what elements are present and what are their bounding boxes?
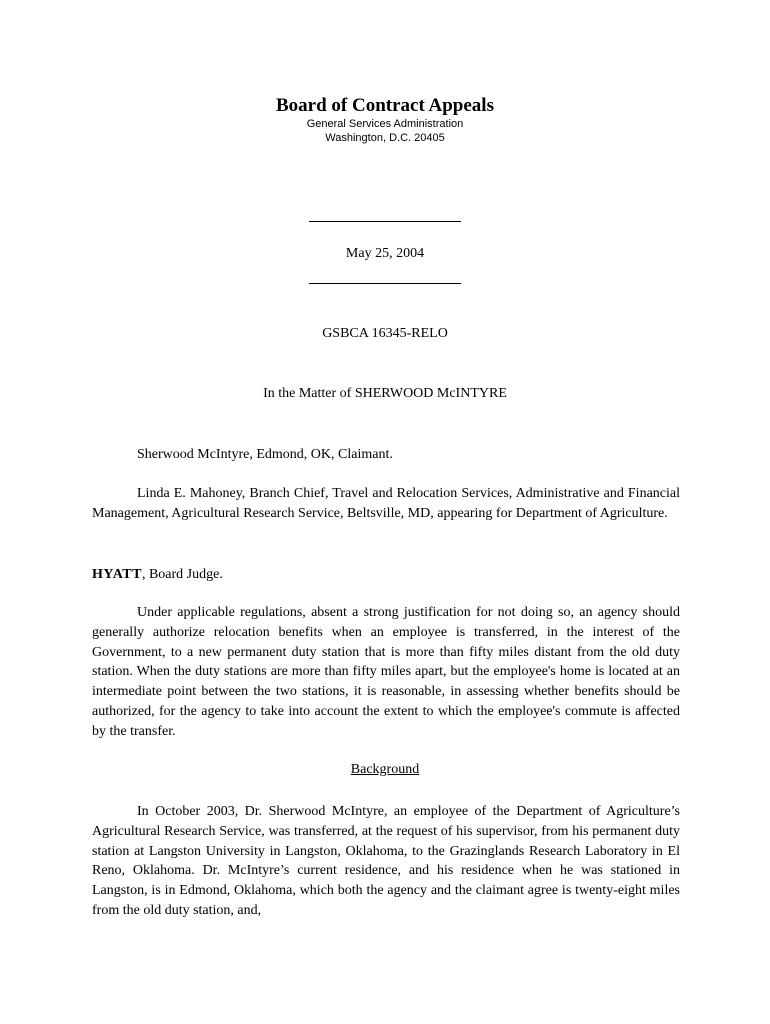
judge-line: [92, 565, 680, 585]
background-paragraph: In October 2003, Dr. Sherwood McIntyre, an employee of the Department of Agriculture’s Agricultural Research Service, was transferred, at the request of his supervisor, from his permanent duty station at Langston University in Langston, Oklahoma, to the Grazinglands Research Laboratory in El Reno, Oklahoma. Dr. McIntyre’s current residence, and his residence when he was stationed in Langston, is in Edmond, Oklahoma, which both the agency and the claimant agree is twenty-eight miles from the old duty station, and,: [92, 804, 680, 918]
agency-address: Washington, D.C. 20405: [325, 132, 445, 144]
judge-name: HYATT: [92, 567, 142, 582]
agency-name: General Services Administration: [306, 118, 464, 130]
background-heading: Background: [350, 762, 420, 777]
appearance-paragraph: Linda E. Mahoney, Branch Chief, Travel and Relocation Services, Administrative and Financial Management, Agricultural Research Service, Beltsville, MD, appearing for Department of Agriculture.: [92, 486, 680, 521]
separator-rule-top: [309, 221, 461, 222]
case-number: GSBCA 16345-RELO: [322, 326, 448, 341]
separator-rule-bottom: [309, 283, 461, 284]
opening-paragraph: Under applicable regulations, absent a strong justification for not doing so, an agency should generally authorize relocation benefits when an employee is transferred, in the interest of the Government, to a new permanent duty station that is more than fifty miles distant from the old duty station. When the duty stations are more than fifty miles apart, but the employee's home is located at an intermediate point between the two stations, it is reasonable, in assessing whether benefits should be authorized, for the agency to take into account the extent to which the employee's commute is affected by the transfer.: [92, 605, 680, 739]
decision-date: May 25, 2004: [345, 246, 425, 261]
matter-title: In the Matter of SHERWOOD McINTYRE: [263, 386, 507, 401]
claimant-line: Sherwood McIntyre, Edmond, OK, Claimant.: [137, 447, 393, 462]
board-title: Board of Contract Appeals: [276, 95, 494, 116]
judge-title: , Board Judge.: [141, 567, 223, 582]
